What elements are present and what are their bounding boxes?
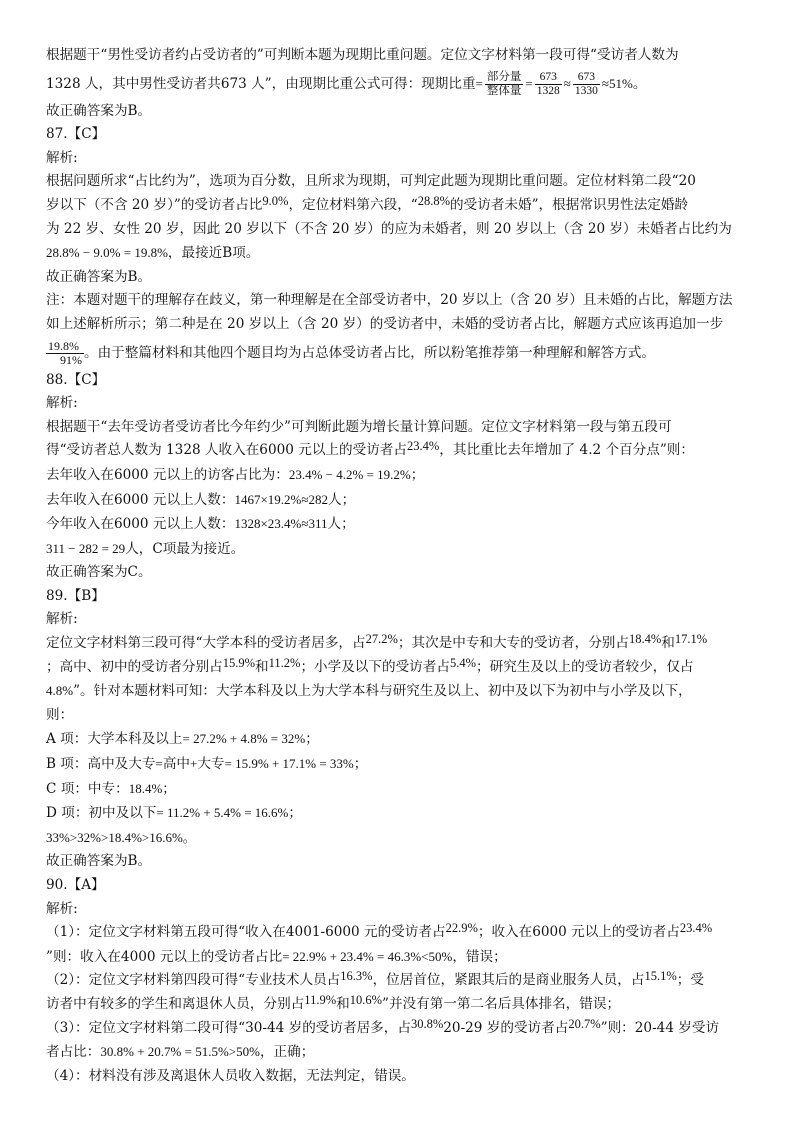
question-number: 87.【C】 [46, 126, 106, 143]
paragraph-text: ；其次是中专和大专的受访者，分别占 [397, 635, 629, 652]
text-line [46, 921, 754, 945]
text-line [46, 439, 754, 463]
answer-text: 故正确答案为B。 [46, 853, 152, 870]
text-line [46, 100, 754, 124]
math-expression: 18.4% [128, 780, 163, 796]
paragraph-text: ”。针对本题材料可知：大学本科及以上为大学本科与研究生及以上、初中及以下为初中与小学及以下， [73, 683, 692, 700]
text-line [46, 1017, 754, 1041]
paragraph-text: ”则：收入在4000 元以上的受访者占比 [46, 948, 283, 965]
text-line [46, 194, 754, 218]
text-line [46, 561, 754, 585]
math-value: 11.9% [304, 992, 337, 1007]
math-symbol: + [190, 756, 198, 772]
analysis-label: 解析: [46, 149, 78, 166]
paragraph-text: 的受访者未婚”，根据常识男性法定婚龄 [450, 196, 689, 213]
math-value: 9.0% [262, 193, 289, 208]
text-line [46, 1040, 754, 1065]
fraction-673-1328 [535, 71, 562, 98]
paragraph-text: （1）：定位文字材料第五段可得“收入在4001-6000 元的受访者占 [46, 924, 446, 941]
paragraph-text: 去年收入在6000 元以上人数： [46, 491, 235, 508]
option-d-line [46, 801, 754, 826]
math-value: 27.2% [365, 632, 398, 647]
paragraph-text: ，错误； [452, 948, 507, 965]
paragraph-text: 根据问题所求“占比约为”，选项为百分数，且所求为现期，可判定此题为现期比重问题。定位材料第二段“20 [46, 173, 696, 190]
paragraph-text: 人； [327, 516, 355, 533]
paragraph-text: 1328 人，其中男性受访者共673 人”，由现期比重公式可得：现期比重 [46, 75, 476, 92]
math-value: 23.4% [406, 439, 440, 454]
text-line [46, 170, 754, 194]
question-number: 88.【C】 [46, 371, 106, 388]
question-heading [46, 874, 754, 898]
math-expression: = 11.2% + 5.4% = 16.6% [156, 805, 289, 821]
paragraph-text: 得“受访者总人数为 1328 人收入在6000 元以上的受访者占 [46, 442, 407, 459]
paragraph-text: ；收入在6000 元以上的受访者占 [477, 924, 680, 941]
math-expression: 23.4% − 4.2% = 19.2% [288, 466, 411, 482]
text-line [46, 632, 754, 656]
math-value: 17.1% [674, 632, 708, 647]
fraction-part-over-whole [485, 71, 524, 98]
math-value: 18.4% [629, 632, 662, 647]
paragraph-text: ；受 [676, 972, 704, 989]
paragraph-text: 去年收入在6000 元以上的访客占比为： [46, 466, 289, 483]
paragraph-text: 和 [336, 995, 350, 1012]
paragraph-text: ，正确； [259, 1044, 315, 1061]
text-line [46, 898, 754, 922]
paragraph-text: 大专 [197, 756, 225, 773]
answer-text: 故正确答案为B。 [46, 102, 152, 119]
text-line [46, 218, 754, 242]
paragraph-text: 则： [46, 706, 74, 723]
fraction-numerator: 部分量 [486, 70, 522, 83]
paragraph-text: ；研究生及以上的受访者较少，仅占 [476, 658, 694, 675]
text-line [46, 850, 754, 874]
text-line [46, 416, 754, 440]
math-value: 30.8% [410, 1016, 444, 1031]
math-expression: 33%>32%>18.4%>16.6%。 [46, 829, 196, 845]
analysis-label: 解析: [46, 900, 78, 917]
paragraph-text: 访者中有较多的学生和离退休人员，分别占 [46, 995, 305, 1012]
math-expression: 1467×19.2%≈282 [234, 491, 328, 507]
fraction-19-8-over-91 [46, 340, 84, 367]
analysis-label: 解析: [46, 395, 78, 412]
paragraph-text: ，其比重比去年增加了 4.2 个百分点”则： [439, 442, 694, 459]
math-symbol: = [155, 756, 163, 772]
paragraph-text: ，定位材料第六段，“ [288, 196, 418, 213]
math-expression: 311 − 282 = 29 [46, 540, 126, 556]
text-line [46, 147, 754, 171]
text-line [46, 945, 754, 970]
option-c-line [46, 777, 754, 802]
paragraph-text: 如上述解析所示；第二种是在 20 岁以上（含 20 岁）的受访者中，未婚的受访者占比，解题方式应该再追加一步 [46, 315, 724, 332]
math-value: 23.4% [679, 921, 713, 936]
option-a-line [46, 727, 754, 752]
paragraph-text: ，位居首位，紧跟其后的是商业服务人员，占 [372, 972, 645, 989]
fraction-denominator: 整体量 [486, 84, 522, 97]
answer-text: 故正确答案为C。 [46, 564, 152, 581]
formula-line [46, 68, 754, 100]
paragraph-text: C 项：中专： [46, 780, 129, 797]
fraction-numerator: 673 [535, 71, 562, 85]
paragraph-text: ； [288, 805, 302, 822]
formula-line [46, 337, 754, 369]
math-expression: 1328×23.4%≈311 [234, 516, 328, 532]
math-value: 4.8% [46, 683, 74, 699]
text-line [46, 608, 754, 632]
text-line [46, 656, 754, 680]
fraction-denominator: 1328 [536, 84, 560, 97]
math-expression: = 27.2% + 4.8% = 32% [182, 731, 306, 747]
paragraph-text: 定位文字材料第三段可得“大学本科的受访者居多，占 [46, 635, 366, 652]
math-expression: = 22.9% + 23.4% = 46.3%<50% [282, 948, 453, 964]
text-line [46, 392, 754, 416]
paragraph-text: 和 [661, 635, 675, 652]
math-value: 15.9% [222, 655, 256, 670]
paragraph-text: 根据题干“去年受访者受访者比今年约少”可判断此题为增长量计算问题。定位文字材料第一段与第五段可 [46, 418, 672, 435]
paragraph-text: ；高中、初中的受访者分别占 [46, 658, 223, 675]
question-heading [46, 123, 754, 147]
text-line [46, 1065, 754, 1089]
text-line [46, 44, 754, 68]
text-line [46, 488, 754, 513]
fraction-673-1330 [573, 71, 600, 98]
analysis-label: 解析: [46, 611, 78, 628]
paragraph-text: ； [353, 756, 368, 773]
math-value: 11.2% [268, 655, 301, 670]
text-line [46, 969, 754, 993]
math-value: ≈51% [601, 75, 633, 91]
paragraph-text: 注：本题对题干的理解存在歧义，第一种理解是在全部受访者中，20 岁以上（含 20 岁）且未婚的占比，解题方法 [46, 292, 733, 309]
paragraph-text: 高中 [162, 756, 190, 773]
math-expression: 28.8% − 9.0% = 19.8% [46, 245, 168, 261]
paragraph-text: 根据题干“男性受访者约占受访者的”可判断本题为现期比重问题。定位文字材料第一段可得“受访者人数为 [46, 47, 679, 63]
fraction-numerator: 673 [573, 71, 600, 85]
math-value: 20.7% [568, 1016, 601, 1031]
fraction-numerator: 19.8% [46, 340, 84, 354]
question-number: 90.【A】 [46, 877, 105, 893]
paragraph-text: 今年收入在6000 元以上人数： [46, 516, 235, 533]
math-value: 16.3% [340, 969, 373, 984]
text-line [46, 993, 754, 1017]
math-expression: 30.8% + 20.7% = 51.5%>50% [100, 1044, 260, 1060]
paragraph-text: B 项：高中及大专 [46, 756, 156, 773]
paragraph-text: 人，C项最为接近。 [125, 540, 245, 557]
paragraph-text: （3）：定位文字材料第二段可得“30-44 岁的受访者居多，占 [46, 1019, 411, 1036]
answer-text: 故正确答案为B。 [46, 268, 152, 285]
paragraph-text: A 项：大学本科及以上 [46, 731, 183, 748]
paragraph-text: 和 [255, 658, 269, 675]
question-heading [46, 369, 754, 393]
fraction-denominator: 1330 [574, 84, 598, 97]
question-heading [46, 585, 754, 609]
paragraph-text: （2）：定位文字材料第四段可得“专业技术人员占 [46, 972, 341, 989]
option-b-line [46, 752, 754, 777]
math-value: 5.4% [449, 655, 477, 670]
text-line [46, 512, 754, 537]
text-line [46, 241, 754, 266]
paragraph-text: 。由于整篇材料和其他四个题目均为占总体受访者占比，所以粉笔推荐第一种理解和解答方式。 [84, 344, 655, 361]
paragraph-text: 为 22 岁、女性 20 岁，因此 20 岁以下（不含 20 岁）的应为未婚者，则 20 岁以上（含 20 岁）未婚者占比约为 [46, 220, 732, 237]
text-line [46, 537, 754, 562]
text-line [46, 704, 754, 728]
paragraph-text: ； [162, 780, 176, 797]
math-symbol: = [475, 75, 483, 91]
paragraph-text: 岁以下（不含 20 岁）”的受访者占比 [46, 196, 263, 213]
text-line [46, 289, 754, 313]
math-value: 22.9% [445, 921, 478, 936]
paragraph-text: ”并没有第一第二名后具体排名，错误； [382, 995, 621, 1012]
question-number: 89.【B】 [46, 587, 105, 604]
fraction-denominator: 91% [60, 352, 82, 367]
paragraph-text: 。 [632, 75, 647, 92]
paragraph-text: （4）：材料没有涉及离退休人员收入数据，无法判定，错误。 [46, 1067, 415, 1084]
paragraph-text: ； [305, 731, 319, 748]
paragraph-text: 者占比： [46, 1044, 101, 1061]
paragraph-text: 人； [328, 491, 356, 508]
math-expression: = 15.9% + 17.1% = 33% [224, 756, 354, 772]
math-value: 28.8% [417, 193, 451, 208]
math-value: 10.6% [349, 992, 382, 1007]
text-line [46, 826, 754, 851]
paragraph-text: ”则：20-44 岁受访 [600, 1019, 720, 1036]
text-line [46, 266, 754, 290]
paragraph-text: D 项：初中及以下 [46, 805, 157, 822]
math-symbol: = [525, 75, 533, 91]
paragraph-text: 20-29 岁的受访者占 [443, 1019, 569, 1036]
paragraph-text: ； [410, 466, 425, 483]
text-line [46, 313, 754, 337]
paragraph-text: ，最接近B项。 [167, 245, 260, 262]
text-line [46, 679, 754, 704]
paragraph-text: ；小学及以下的受访者占 [300, 658, 450, 675]
math-value: 15.1% [644, 969, 677, 984]
math-symbol: ≈ [563, 75, 571, 91]
text-line [46, 463, 754, 488]
